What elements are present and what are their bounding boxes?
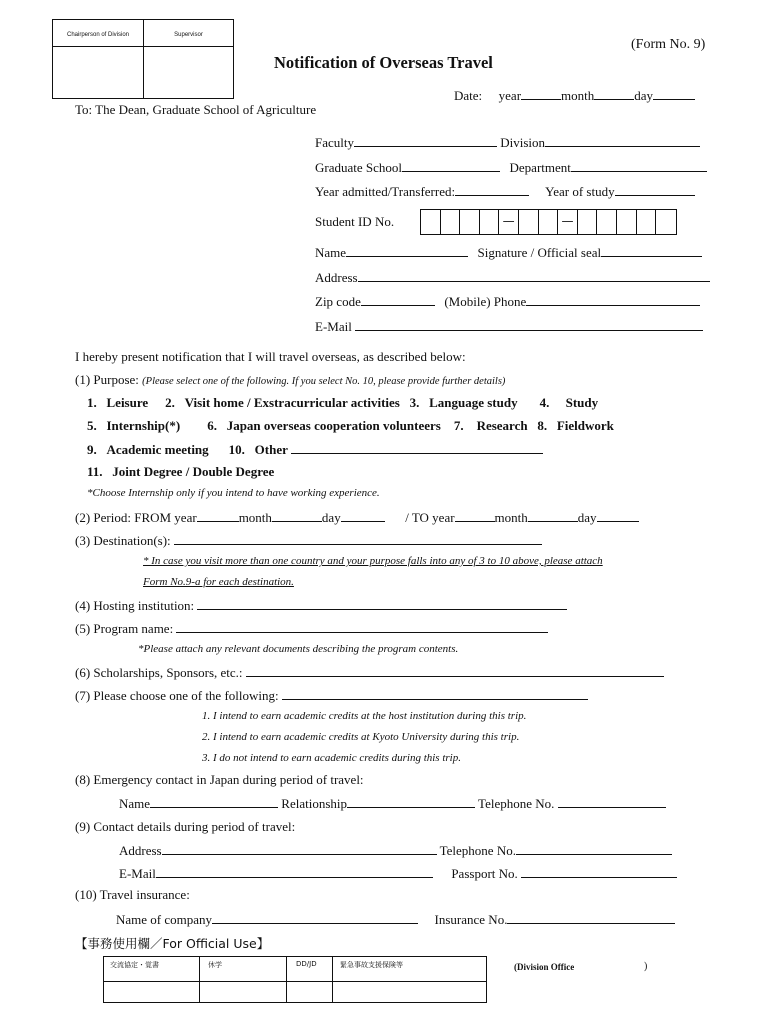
credits-option-1: 1. I intend to earn academic credits at the host institution during this trip. bbox=[202, 710, 527, 722]
purpose-option-research[interactable]: Research bbox=[476, 418, 528, 433]
program-row bbox=[75, 620, 548, 637]
contact-email-label: E-Mail bbox=[119, 866, 156, 881]
destination-note-2: Form No.9-a for each destination. bbox=[143, 576, 294, 588]
department-label: Department bbox=[509, 160, 571, 175]
signature-label: Signature / Official seal bbox=[477, 245, 602, 260]
zip-field[interactable] bbox=[361, 293, 435, 306]
emergency-relationship-field[interactable] bbox=[347, 795, 475, 808]
email-field[interactable] bbox=[355, 318, 703, 331]
year-of-study-label: Year of study bbox=[545, 184, 615, 199]
to-year-field[interactable] bbox=[455, 509, 495, 522]
graduate-school-label: Graduate School bbox=[315, 160, 403, 175]
credits-option-2: 2. I intend to earn academic credits at Kyoto University during this trip. bbox=[202, 731, 520, 743]
date-day-label: day bbox=[634, 88, 654, 103]
scholarship-field[interactable] bbox=[246, 664, 664, 677]
insurance-heading: (10) Travel insurance: bbox=[75, 887, 190, 902]
purpose-option-internship[interactable]: Internship(*) bbox=[106, 418, 181, 433]
purpose-num: 9. bbox=[87, 442, 97, 457]
purpose-num: 5. bbox=[87, 418, 97, 433]
purpose-other-field[interactable] bbox=[291, 441, 543, 454]
to-day-field[interactable] bbox=[597, 509, 639, 522]
division-field[interactable] bbox=[545, 134, 700, 147]
purpose-row-3 bbox=[87, 441, 543, 458]
period-row bbox=[75, 509, 639, 526]
graduate-school-row bbox=[315, 159, 707, 176]
destination-label: (3) Destination(s): bbox=[75, 533, 171, 548]
purpose-option-joint-degree[interactable]: Joint Degree / Double Degree bbox=[112, 464, 275, 479]
sid-cell[interactable] bbox=[578, 210, 598, 234]
credits-row bbox=[75, 687, 588, 704]
zip-phone-row bbox=[315, 293, 700, 310]
official-use-heading: 【事務使用欄／For Official Use】 bbox=[75, 936, 270, 951]
purpose-label: (1) Purpose: bbox=[75, 372, 139, 387]
date-month-field[interactable] bbox=[594, 87, 634, 100]
contact-address-field[interactable] bbox=[162, 842, 437, 855]
sid-cell[interactable] bbox=[637, 210, 657, 234]
page-title: Notification of Overseas Travel bbox=[274, 53, 493, 72]
purpose-hint: (Please select one of the following. If you select No. 10, please provide further details) bbox=[142, 376, 506, 387]
contact-heading: (9) Contact details during period of travel: bbox=[75, 819, 296, 834]
sid-cell[interactable] bbox=[539, 210, 559, 234]
program-label: (5) Program name: bbox=[75, 621, 174, 636]
contact-address-label: Address bbox=[119, 843, 162, 858]
faculty-label: Faculty bbox=[315, 135, 354, 150]
emergency-relationship-label: Relationship bbox=[281, 796, 348, 811]
official-use-table bbox=[103, 956, 487, 1003]
hosting-field[interactable] bbox=[197, 597, 567, 610]
contact-phone-field[interactable] bbox=[516, 842, 672, 855]
official-col-label: 休学 bbox=[208, 961, 222, 969]
emergency-name-label: Name bbox=[119, 796, 151, 811]
signature-field[interactable] bbox=[601, 244, 702, 257]
purpose-num: 6. bbox=[207, 418, 217, 433]
hosting-label: (4) Hosting institution: bbox=[75, 598, 195, 613]
purpose-num: 3. bbox=[409, 395, 420, 410]
sid-cell[interactable] bbox=[617, 210, 637, 234]
purpose-option-other[interactable]: Other bbox=[254, 442, 288, 457]
chairperson-label: Chairperson of Division bbox=[53, 20, 143, 47]
sid-cell[interactable] bbox=[519, 210, 539, 234]
insurance-row bbox=[116, 911, 675, 928]
phone-label: (Mobile) Phone bbox=[444, 294, 527, 309]
official-col-label: DD/JD bbox=[296, 960, 317, 968]
official-col-label: 交流協定・覚書 bbox=[110, 961, 159, 969]
passport-field[interactable] bbox=[521, 865, 677, 878]
addressee: To: The Dean, Graduate School of Agriculture bbox=[75, 102, 317, 117]
from-year-field[interactable] bbox=[197, 509, 239, 522]
purpose-num: 8. bbox=[537, 418, 548, 433]
to-year-label: / TO year bbox=[405, 510, 455, 525]
to-day-label: day bbox=[577, 510, 597, 525]
purpose-option-leisure[interactable]: Leisure bbox=[106, 395, 149, 410]
phone-field[interactable] bbox=[526, 293, 700, 306]
from-month-label: month bbox=[238, 510, 272, 525]
approval-stamp-box bbox=[52, 19, 234, 99]
year-of-study-field[interactable] bbox=[615, 183, 695, 196]
to-month-field[interactable] bbox=[528, 509, 578, 522]
zip-label: Zip code bbox=[315, 294, 361, 309]
year-row bbox=[315, 183, 695, 200]
scholarship-row bbox=[75, 664, 664, 681]
name-row bbox=[315, 244, 702, 261]
sid-cell[interactable] bbox=[421, 210, 441, 234]
from-month-field[interactable] bbox=[272, 509, 322, 522]
from-day-label: day bbox=[321, 510, 341, 525]
purpose-row-4 bbox=[87, 464, 274, 480]
address-row bbox=[315, 269, 710, 286]
from-day-field[interactable] bbox=[341, 509, 385, 522]
form-number: (Form No. 9) bbox=[631, 37, 706, 52]
student-id-boxes[interactable] bbox=[420, 209, 677, 235]
credits-label: (7) Please choose one of the following: bbox=[75, 688, 279, 703]
program-note: *Please attach any relevant documents describing the program contents. bbox=[138, 643, 459, 655]
purpose-num: 2. bbox=[165, 395, 175, 410]
purpose-num: 10. bbox=[228, 442, 245, 457]
emergency-phone-label: Telephone No. bbox=[478, 796, 555, 811]
date-line bbox=[454, 87, 695, 104]
insurance-number-field[interactable] bbox=[507, 911, 675, 924]
contact-email-field[interactable] bbox=[156, 865, 433, 878]
hosting-row bbox=[75, 597, 567, 614]
division-office-label: (Division Office bbox=[514, 962, 575, 972]
emergency-heading: (8) Emergency contact in Japan during period of travel: bbox=[75, 772, 364, 787]
purpose-option-volunteers[interactable]: Japan overseas cooperation volunteers bbox=[226, 418, 441, 433]
credits-option-3: 3. I do not intend to earn academic credits during this trip. bbox=[202, 752, 461, 764]
name-field[interactable] bbox=[346, 244, 468, 257]
emergency-name-field[interactable] bbox=[150, 795, 278, 808]
internship-note: *Choose Internship only if you intend to have working experience. bbox=[87, 487, 380, 499]
program-field[interactable] bbox=[176, 620, 548, 633]
purpose-num: 1. bbox=[87, 395, 97, 410]
sid-dash: — bbox=[558, 210, 578, 234]
purpose-option-academic-meeting[interactable]: Academic meeting bbox=[106, 442, 209, 457]
purpose-row-1 bbox=[87, 395, 598, 411]
purpose-option-visit-home[interactable]: Visit home / Exstracurricular activities bbox=[184, 395, 400, 410]
purpose-num: 4. bbox=[539, 395, 550, 410]
department-field[interactable] bbox=[571, 159, 707, 172]
purpose-num: 7. bbox=[453, 418, 464, 433]
date-label: Date: bbox=[454, 88, 483, 103]
sid-cell[interactable] bbox=[597, 210, 617, 234]
contact-email-row bbox=[119, 865, 677, 882]
scholarship-label: (6) Scholarships, Sponsors, etc.: bbox=[75, 665, 243, 680]
purpose-option-language-study[interactable]: Language study bbox=[429, 395, 518, 410]
address-field[interactable] bbox=[358, 269, 710, 282]
graduate-school-field[interactable] bbox=[402, 159, 500, 172]
faculty-row bbox=[315, 134, 700, 151]
sid-cell[interactable] bbox=[460, 210, 480, 234]
division-office-close: ) bbox=[644, 961, 648, 972]
period-label: (2) Period: FROM year bbox=[75, 510, 197, 525]
date-year-field[interactable] bbox=[521, 87, 561, 100]
date-month-label: month bbox=[561, 88, 595, 103]
credits-field[interactable] bbox=[282, 687, 588, 700]
faculty-field[interactable] bbox=[354, 134, 497, 147]
date-year-label: year bbox=[498, 88, 522, 103]
purpose-num: 11. bbox=[87, 464, 103, 479]
year-admitted-label: Year admitted/Transferred: bbox=[315, 184, 456, 199]
emergency-phone-field[interactable] bbox=[558, 795, 666, 808]
purpose-heading bbox=[75, 372, 505, 388]
destination-row bbox=[75, 532, 542, 549]
purpose-row-2 bbox=[87, 418, 614, 434]
email-row bbox=[315, 318, 703, 335]
purpose-option-study[interactable]: Study bbox=[565, 395, 599, 410]
emergency-row bbox=[119, 795, 666, 812]
official-table-divider bbox=[104, 981, 486, 982]
passport-label: Passport No. bbox=[451, 866, 518, 881]
contact-phone-label: Telephone No. bbox=[439, 843, 516, 858]
sid-cell[interactable] bbox=[656, 210, 676, 234]
insurance-company-field[interactable] bbox=[212, 911, 418, 924]
supervisor-label: Supervisor bbox=[144, 20, 233, 47]
student-id-label: Student ID No. bbox=[315, 214, 395, 229]
name-label: Name bbox=[315, 245, 347, 260]
sid-cell[interactable] bbox=[480, 210, 500, 234]
sid-dash: — bbox=[499, 210, 519, 234]
date-day-field[interactable] bbox=[653, 87, 695, 100]
year-admitted-field[interactable] bbox=[455, 183, 529, 196]
division-label: Division bbox=[500, 135, 546, 150]
purpose-option-fieldwork[interactable]: Fieldwork bbox=[556, 418, 614, 433]
destination-field[interactable] bbox=[174, 532, 542, 545]
official-col-label: 緊急事故支援保険等 bbox=[340, 961, 403, 969]
intro-text: I hereby present notification that I will travel overseas, as described below: bbox=[75, 349, 466, 364]
email-label: E-Mail bbox=[315, 319, 352, 334]
insurance-number-label: Insurance No. bbox=[434, 912, 508, 927]
address-label: Address bbox=[315, 270, 358, 285]
insurance-company-label: Name of company bbox=[116, 912, 213, 927]
contact-address-row bbox=[119, 842, 672, 859]
destination-note-1: * In case you visit more than one country and your purpose falls into any of 3 to 10 above, please attach bbox=[143, 555, 603, 567]
to-month-label: month bbox=[494, 510, 528, 525]
sid-cell[interactable] bbox=[441, 210, 461, 234]
